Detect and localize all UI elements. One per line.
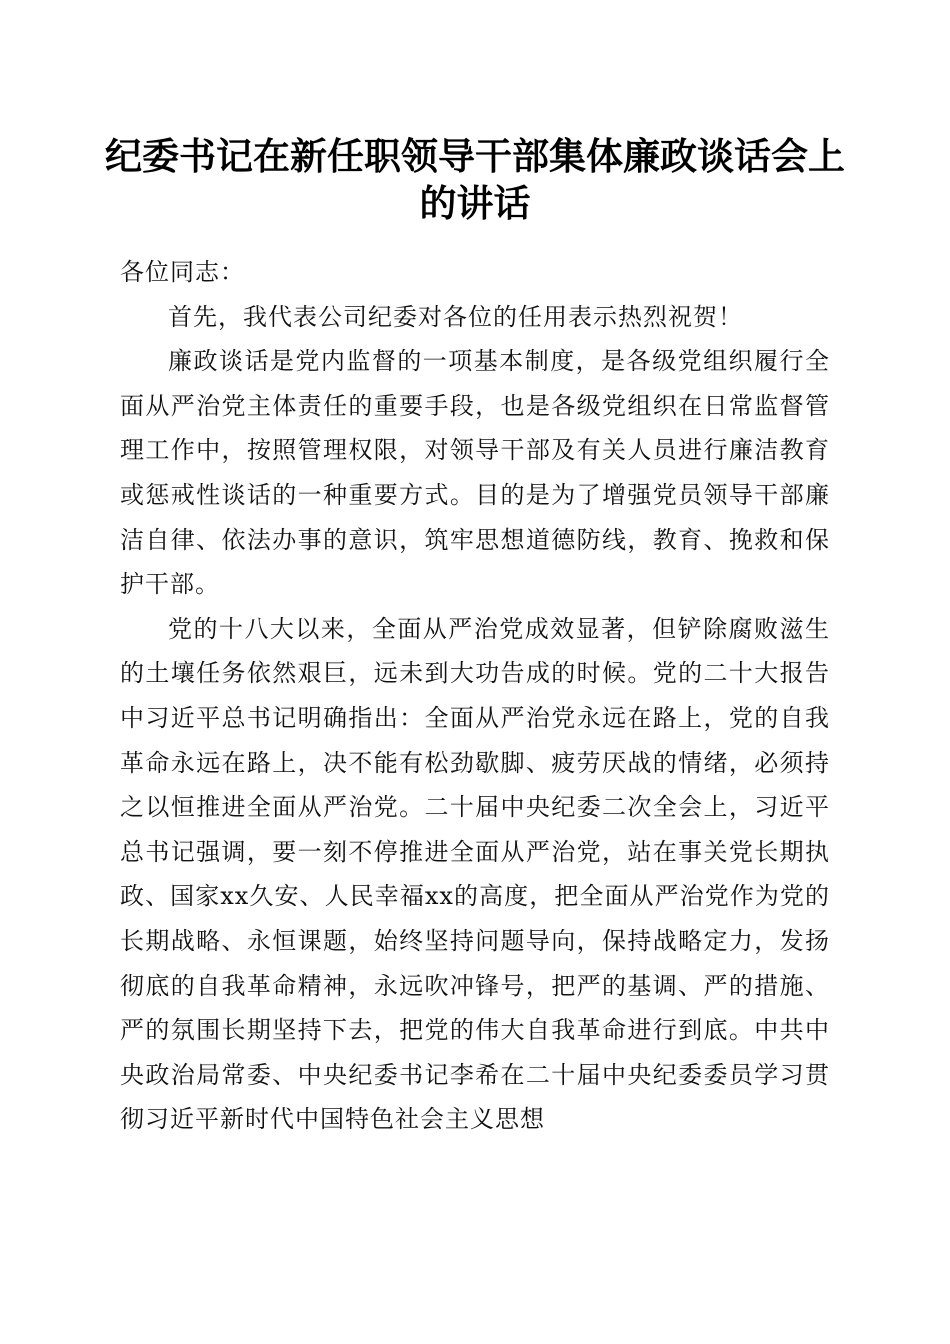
document-body [120,250,830,1142]
salutation: 各位同志： [120,258,245,286]
paragraph-congratulations: 首先，我代表公司纪委对各位的任用表示热烈祝贺！ [168,302,743,331]
paragraph-integrity-talk: 廉政谈话是党内监督的一项基本制度，是各级党组织履行全面从严治党主体责任的重要手段，也是各级党组织在日常监督管理工作中，按照管理权限，对领导干部及有关人员进行廉洁教育或惩戒性谈话的一种重要方式。目的是为了增强党员领导干部廉洁自律、依法办事的意识，筑牢思想道德防线，教育、挽救和保护干部。 [120,347,830,599]
title-line-2: 的讲话 [419,181,531,225]
paragraph-strict-governance: 党的十八大以来，全面从严治党成效显著，但铲除腐败滋生的土壤任务依然艰巨，远未到大功告成的时候。党的二十大报告中习近平总书记明确指出：全面从严治党永远在路上，党的自我革命永远在路上，决不能有松劲歇脚、疲劳厌战的情绪，必须持之以恒推进全面从严治党。二十届中央纪委二次全会上，习近平总书记强调，要一刻不停推进全面从严治党，站在事关党长期执政、国家xx久安、人民幸福xx的高度，把全面从严治党作为党的长期战略、永恒课题，始终坚持问题导向，保持战略定力，发扬彻底的自我革命精神，永远吹冲锋号，把严的基调、严的措施、严的氛围长期坚持下去，把党的伟大自我革命进行到底。中共中央政治局常委、中央纪委书记李希在二十届中央纪委委员学习贯彻习近平新时代中国特色社会主义思想 [120,614,830,1134]
document-title [100,133,850,227]
title-line-1: 纪委书记在新任职领导干部集体廉政谈话会上 [105,134,845,178]
